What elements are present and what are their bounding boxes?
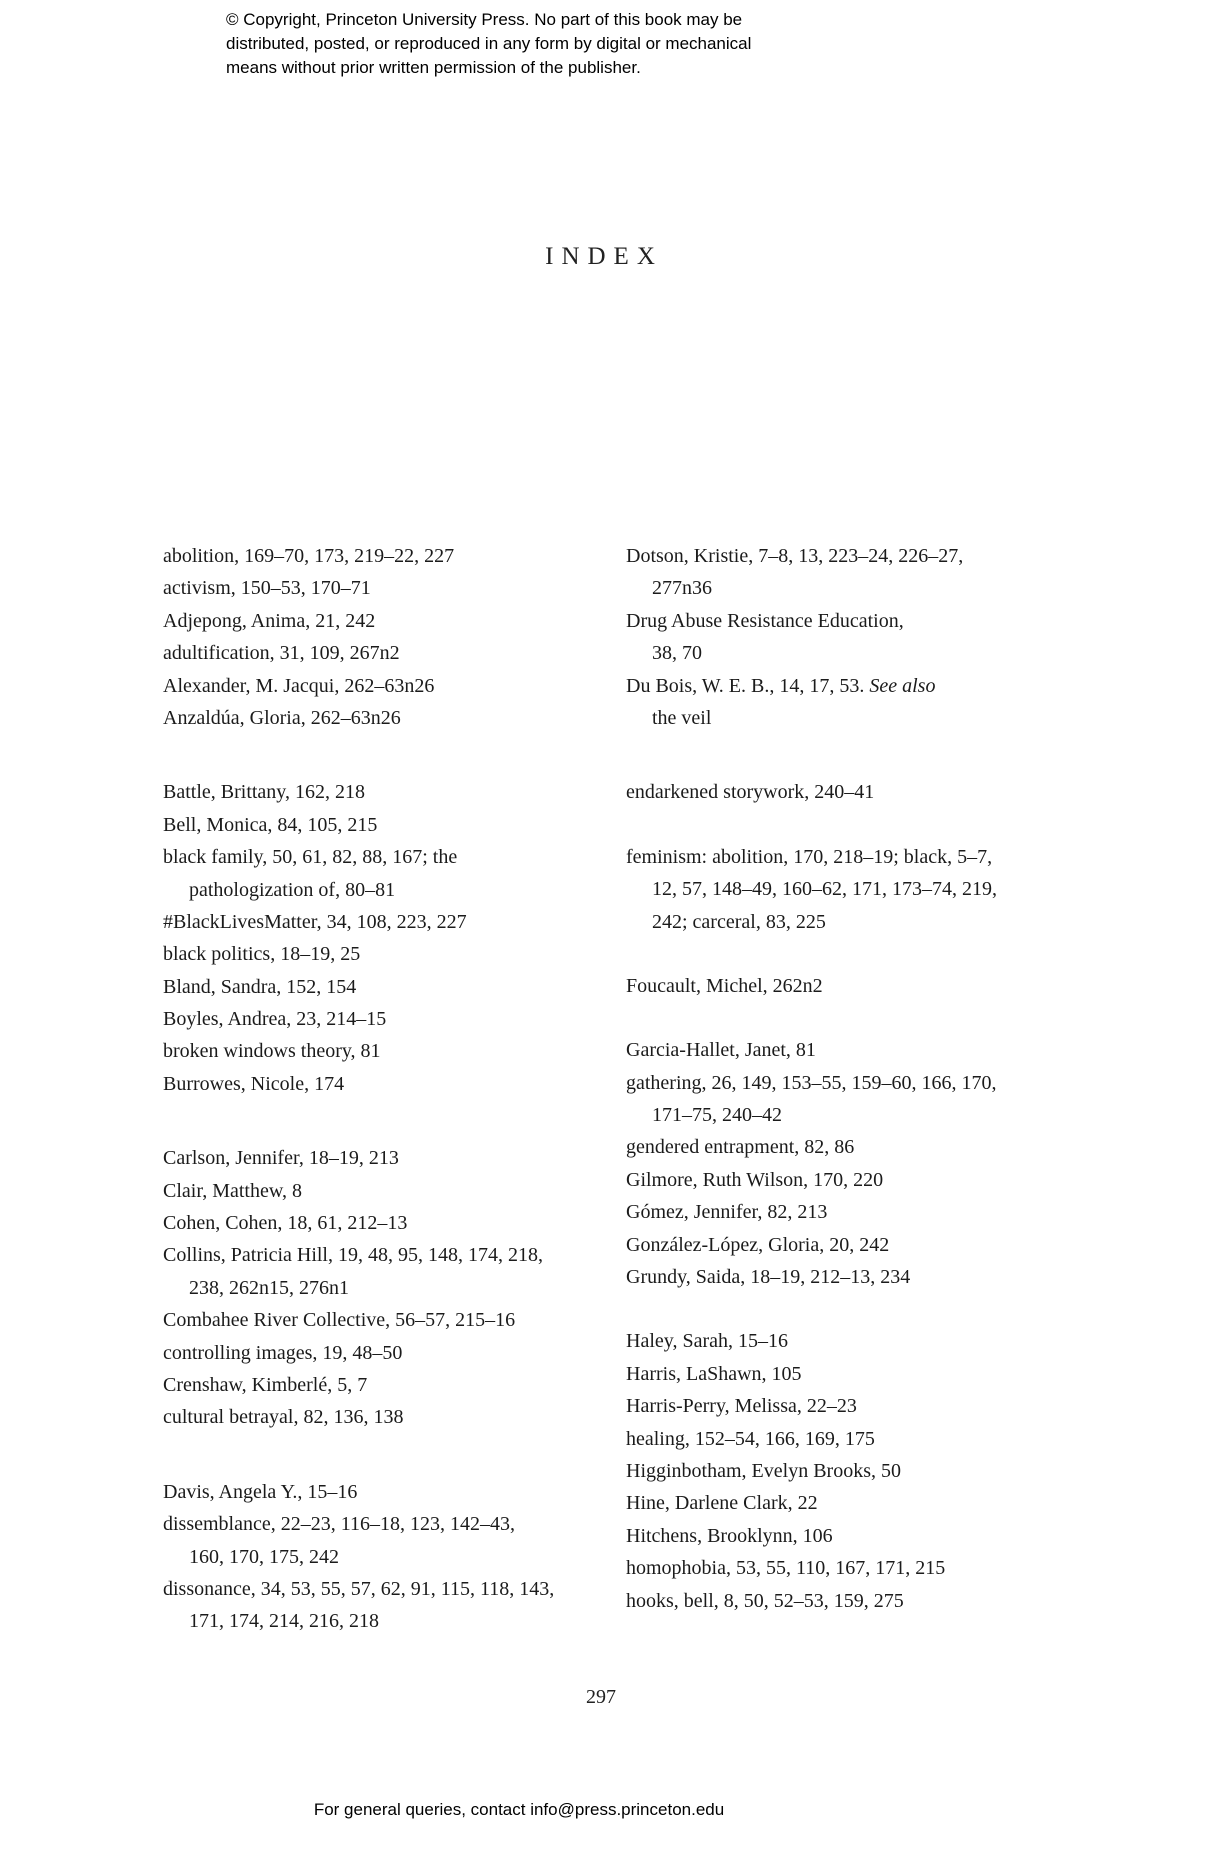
index-entry-line: Combahee River Collective, 56–57, 215–16: [163, 1309, 516, 1332]
index-entry-line: 12, 57, 148–49, 160–62, 171, 173–74, 219,: [652, 878, 997, 901]
index-entry: [626, 1423, 1096, 1455]
index-entry-line: Clair, Matthew, 8: [163, 1179, 302, 1202]
index-entry: [163, 809, 625, 841]
index-entry-line: Gómez, Jennifer, 82, 213: [626, 1201, 828, 1224]
index-entry: [626, 1552, 1096, 1584]
index-entry: [163, 1476, 625, 1508]
page-title: INDEX: [545, 243, 663, 270]
index-entry-line: Adjepong, Anima, 21, 242: [163, 609, 376, 632]
index-entry-line: Anzaldúa, Gloria, 262–63n26: [163, 706, 401, 729]
index-entry-line: Hine, Darlene Clark, 22: [626, 1492, 818, 1515]
index-entry: [626, 1487, 1096, 1519]
index-entry: [626, 1196, 1096, 1228]
index-entry-line: controlling images, 19, 48–50: [163, 1341, 403, 1364]
index-entry: [626, 1585, 1096, 1617]
copyright-line: © Copyright, Princeton University Press. No part of this book may be: [226, 10, 743, 29]
index-entry: [163, 776, 625, 808]
copyright-line: distributed, posted, or reproduced in any form by digital or mechanical: [226, 34, 752, 53]
index-entry-line: 171–75, 240–42: [652, 1104, 782, 1127]
index-entry-line: Higginbotham, Evelyn Brooks, 50: [626, 1459, 901, 1482]
index-entry-line: Alexander, M. Jacqui, 262–63n26: [163, 674, 435, 697]
index-entry-line: dissemblance, 22–23, 116–18, 123, 142–43,: [163, 1513, 516, 1536]
index-entry-line: 38, 70: [652, 642, 702, 665]
index-entry: [626, 1358, 1096, 1390]
index-entry-line: black politics, 18–19, 25: [163, 943, 361, 966]
index-entry: [163, 1369, 625, 1401]
index-entry: [163, 670, 625, 702]
index-entry-line: adultification, 31, 109, 267n2: [163, 642, 400, 665]
index-entry-line: Harris-Perry, Melissa, 22–23: [626, 1395, 857, 1418]
index-column-left: [163, 540, 625, 1638]
index-group: [163, 1476, 625, 1638]
index-entry-line: hooks, bell, 8, 50, 52–53, 159, 275: [626, 1589, 904, 1612]
index-entry-line: Grundy, Saida, 18–19, 212–13, 234: [626, 1266, 911, 1289]
index-entry-line: Crenshaw, Kimberlé, 5, 7: [163, 1373, 368, 1396]
index-entry-line: Gilmore, Ruth Wilson, 170, 220: [626, 1168, 884, 1191]
index-group: [626, 540, 1096, 734]
index-entry: [163, 605, 625, 637]
index-entry-line: broken windows theory, 81: [163, 1040, 381, 1063]
index-entry: [163, 971, 625, 1003]
index-entry: [163, 1068, 625, 1100]
index-entry-line: Haley, Sarah, 15–16: [626, 1330, 788, 1353]
index-entry: [163, 702, 625, 734]
index-entry: [626, 1390, 1096, 1422]
index-entry-line: Bland, Sandra, 152, 154: [163, 975, 357, 998]
index-entry-line: 160, 170, 175, 242: [189, 1545, 339, 1568]
index-group: [626, 1325, 1096, 1617]
index-entry-line: homophobia, 53, 55, 110, 167, 171, 215: [626, 1557, 946, 1580]
index-entry: [626, 1229, 1096, 1261]
index-entry-line: gathering, 26, 149, 153–55, 159–60, 166, 170,: [626, 1071, 997, 1094]
index-group: [163, 776, 625, 1100]
index-entry: [163, 1142, 625, 1174]
index-entry-line: Collins, Patricia Hill, 19, 48, 95, 148, 174, 218,: [163, 1244, 543, 1267]
index-entry-line: pathologization of, 80–81: [189, 878, 396, 901]
index-entry: [626, 1455, 1096, 1487]
index-group: [626, 776, 1096, 808]
index-entry-line: Bell, Monica, 84, 105, 215: [163, 813, 378, 836]
index-entry-line: Dotson, Kristie, 7–8, 13, 223–24, 226–27,: [626, 545, 964, 567]
index-entry-line: Garcia-Hallet, Janet, 81: [626, 1039, 816, 1062]
index-entry: [626, 1261, 1096, 1293]
index-entry: [163, 1003, 625, 1035]
index-entry: [163, 906, 625, 938]
index-entry: [163, 841, 625, 906]
index-entry: [626, 1520, 1096, 1552]
index-entry-line: Davis, Angela Y., 15–16: [163, 1480, 358, 1503]
index-entry: [163, 1573, 625, 1638]
see-also-reference: See also: [869, 674, 936, 697]
index-entry: [163, 572, 625, 604]
index-entry: [163, 1035, 625, 1067]
index-entry: [626, 1164, 1096, 1196]
index-entry: [626, 1067, 1096, 1132]
index-entry: [626, 1325, 1096, 1357]
index-entry-line: Hitchens, Brooklynn, 106: [626, 1524, 833, 1547]
index-entry: [163, 1401, 625, 1433]
index-entry-line: the veil: [652, 706, 712, 729]
index-entry: [626, 1131, 1096, 1163]
index-entry: [626, 670, 1096, 735]
index-entry: [626, 540, 1096, 605]
entry-text: Du Bois, W. E. B., 14, 17, 53.: [626, 674, 870, 697]
index-entry-line: abolition, 169–70, 173, 219–22, 227: [163, 545, 455, 567]
index-entry-line: 242; carceral, 83, 225: [652, 910, 826, 933]
page-number: 297: [586, 1686, 616, 1708]
index-entry-line: Foucault, Michel, 262n2: [626, 974, 823, 997]
index-entry: [163, 1508, 625, 1573]
index-entry-line: activism, 150–53, 170–71: [163, 577, 371, 600]
index-entry: [163, 1239, 625, 1304]
index-group: [163, 1142, 625, 1434]
copyright-line: means without prior written permission of the publisher.: [226, 58, 641, 77]
index-entry-line: 277n36: [652, 577, 712, 600]
index-group: [626, 841, 1096, 938]
index-entry: [163, 1337, 625, 1369]
index-entry-line: #BlackLivesMatter, 34, 108, 223, 227: [163, 910, 467, 933]
index-entry-line: González-López, Gloria, 20, 242: [626, 1233, 890, 1256]
index-entry-line: Carlson, Jennifer, 18–19, 213: [163, 1147, 399, 1170]
index-entry: [626, 1034, 1096, 1066]
index-entry-line: Battle, Brittany, 162, 218: [163, 781, 366, 804]
index-entry-line: Boyles, Andrea, 23, 214–15: [163, 1008, 387, 1031]
index-entry-line: Harris, LaShawn, 105: [626, 1362, 802, 1385]
index-entry-line: gendered entrapment, 82, 86: [626, 1136, 855, 1159]
copyright-notice: [226, 8, 751, 80]
index-entry: [163, 938, 625, 970]
index-entry-line: 238, 262n15, 276n1: [189, 1276, 349, 1299]
index-entry-line: dissonance, 34, 53, 55, 57, 62, 91, 115, 118, 143,: [163, 1577, 555, 1600]
index-column-right: [626, 540, 1096, 1617]
index-group: [626, 1034, 1096, 1293]
index-group: [163, 540, 625, 734]
index-entry-line: [626, 670, 1096, 702]
index-entry-line: feminism: abolition, 170, 218–19; black, 5–7,: [626, 845, 993, 868]
index-entry: [626, 776, 1096, 808]
index-entry-line: Cohen, Cohen, 18, 61, 212–13: [163, 1212, 408, 1235]
index-entry-line: black family, 50, 61, 82, 88, 167; the: [163, 846, 458, 869]
index-entry-line: endarkened storywork, 240–41: [626, 781, 875, 804]
index-entry-line: Burrowes, Nicole, 174: [163, 1072, 345, 1095]
index-entry: [163, 540, 625, 572]
index-entry: [626, 841, 1096, 938]
index-entry: [163, 1175, 625, 1207]
index-entry-line: cultural betrayal, 82, 136, 138: [163, 1406, 404, 1429]
index-entry-line: 171, 174, 214, 216, 218: [189, 1610, 379, 1633]
index-entry-line: Drug Abuse Resistance Education,: [626, 609, 904, 632]
index-entry: [626, 605, 1096, 670]
index-group: [626, 970, 1096, 1002]
index-entry: [163, 1304, 625, 1336]
index-entry: [163, 637, 625, 669]
index-entry: [626, 970, 1096, 1002]
index-entry: [163, 1207, 625, 1239]
footer-contact: For general queries, contact info@press.princeton.edu: [313, 1800, 725, 1819]
index-entry-line: healing, 152–54, 166, 169, 175: [626, 1427, 875, 1450]
